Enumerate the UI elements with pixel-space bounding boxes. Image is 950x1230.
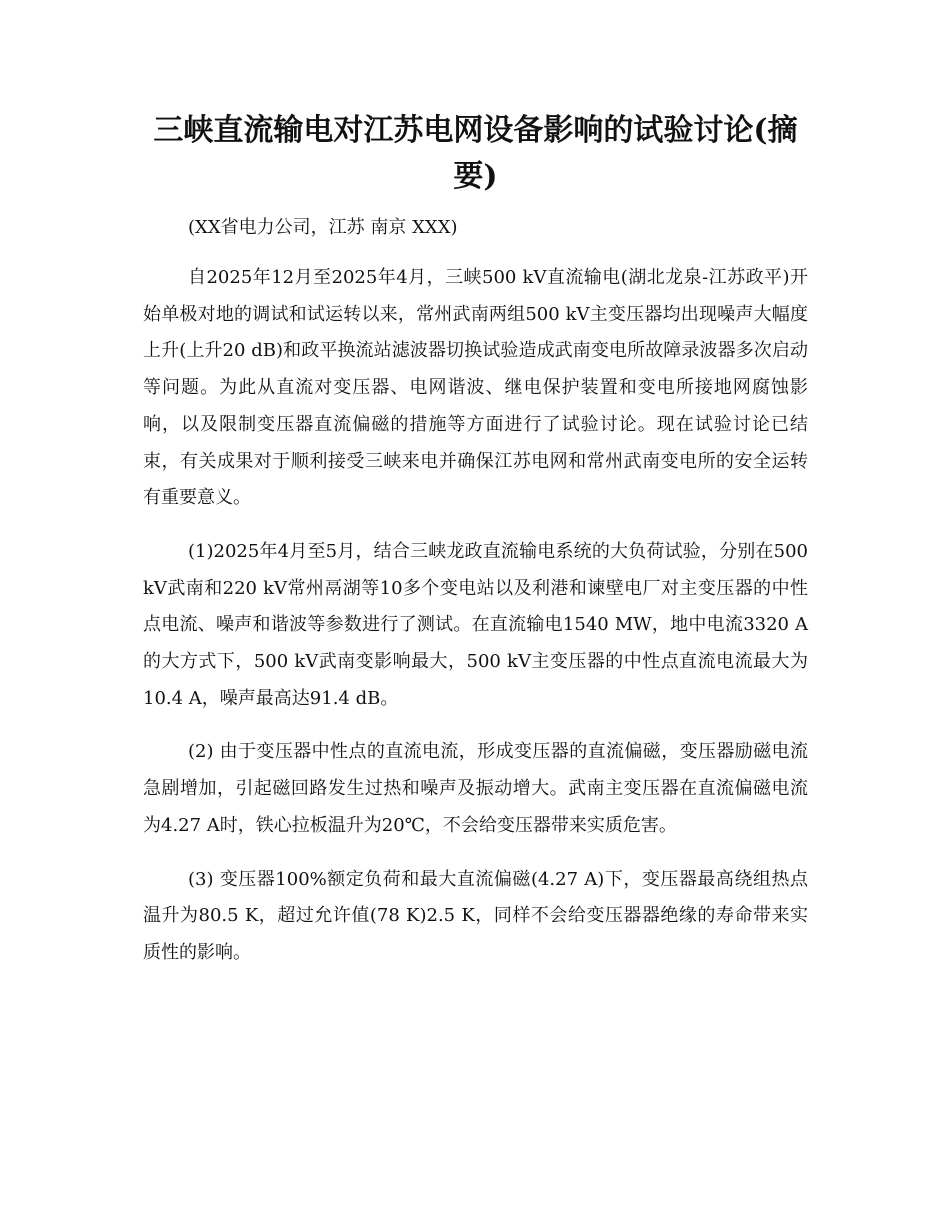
author-affiliation: (XX省电力公司，江苏 南京 XXX) [188,217,458,238]
document-page [143,108,808,989]
paragraph-intro: 自2025年12月至2025年4月，三峡500 kV直流输电(湖北龙泉-江苏政平)开始单极对地的调试和试运转以来，常州武南两组500 kV主变压器均出现噪声大幅度上升(上升20 dB)和政平换流站滤波器切换试验造成武南变电所故障录波器多次启动等问题。为此从直流对变压器、电网谐波、继电保护装置和变电所接地网腐蚀影响，以及限制变压器直流偏磁的措施等方面进行了试验讨论。现在试验讨论已结束，有关成果对于顺利接受三峡来电并确保江苏电网和常州武南变电所的安全运转有重要意义。 [143,267,808,509]
paragraph-1: (1)2025年4月至5月，结合三峡龙政直流输电系统的大负荷试验，分别在500 kV武南和220 kV常州鬲湖等10多个变电站以及利港和谏壁电厂对主变压器的中性点电流、噪声和谐波等参数进行了测试。在直流输电1540 MW，地中电流3320 A的大方式下，500 kV武南变影响最大，500 kV主变压器的中性点直流电流最大为10.4 A，噪声最高达91.4 dB。 [143,540,808,709]
document-title: 三峡直流输电对江苏电网设备影响的试验讨论(摘要) [153,113,798,194]
paragraph-2: (2) 由于变压器中性点的直流电流，形成变压器的直流偏磁，变压器励磁电流急剧增加，引起磁回路发生过热和噪声及振动增大。武南主变压器在直流偏磁电流为4.27 A时，铁心拉板温升为20℃，不会给变压器带来实质危害。 [143,741,808,836]
paragraph-3: (3) 变压器100%额定负荷和最大直流偏磁(4.27 A)下，变压器最高绕组热点温升为80.5 K，超过允许值(78 K)2.5 K，同样不会给变压器器绝缘的寿命带来实质性的影响。 [143,868,808,963]
